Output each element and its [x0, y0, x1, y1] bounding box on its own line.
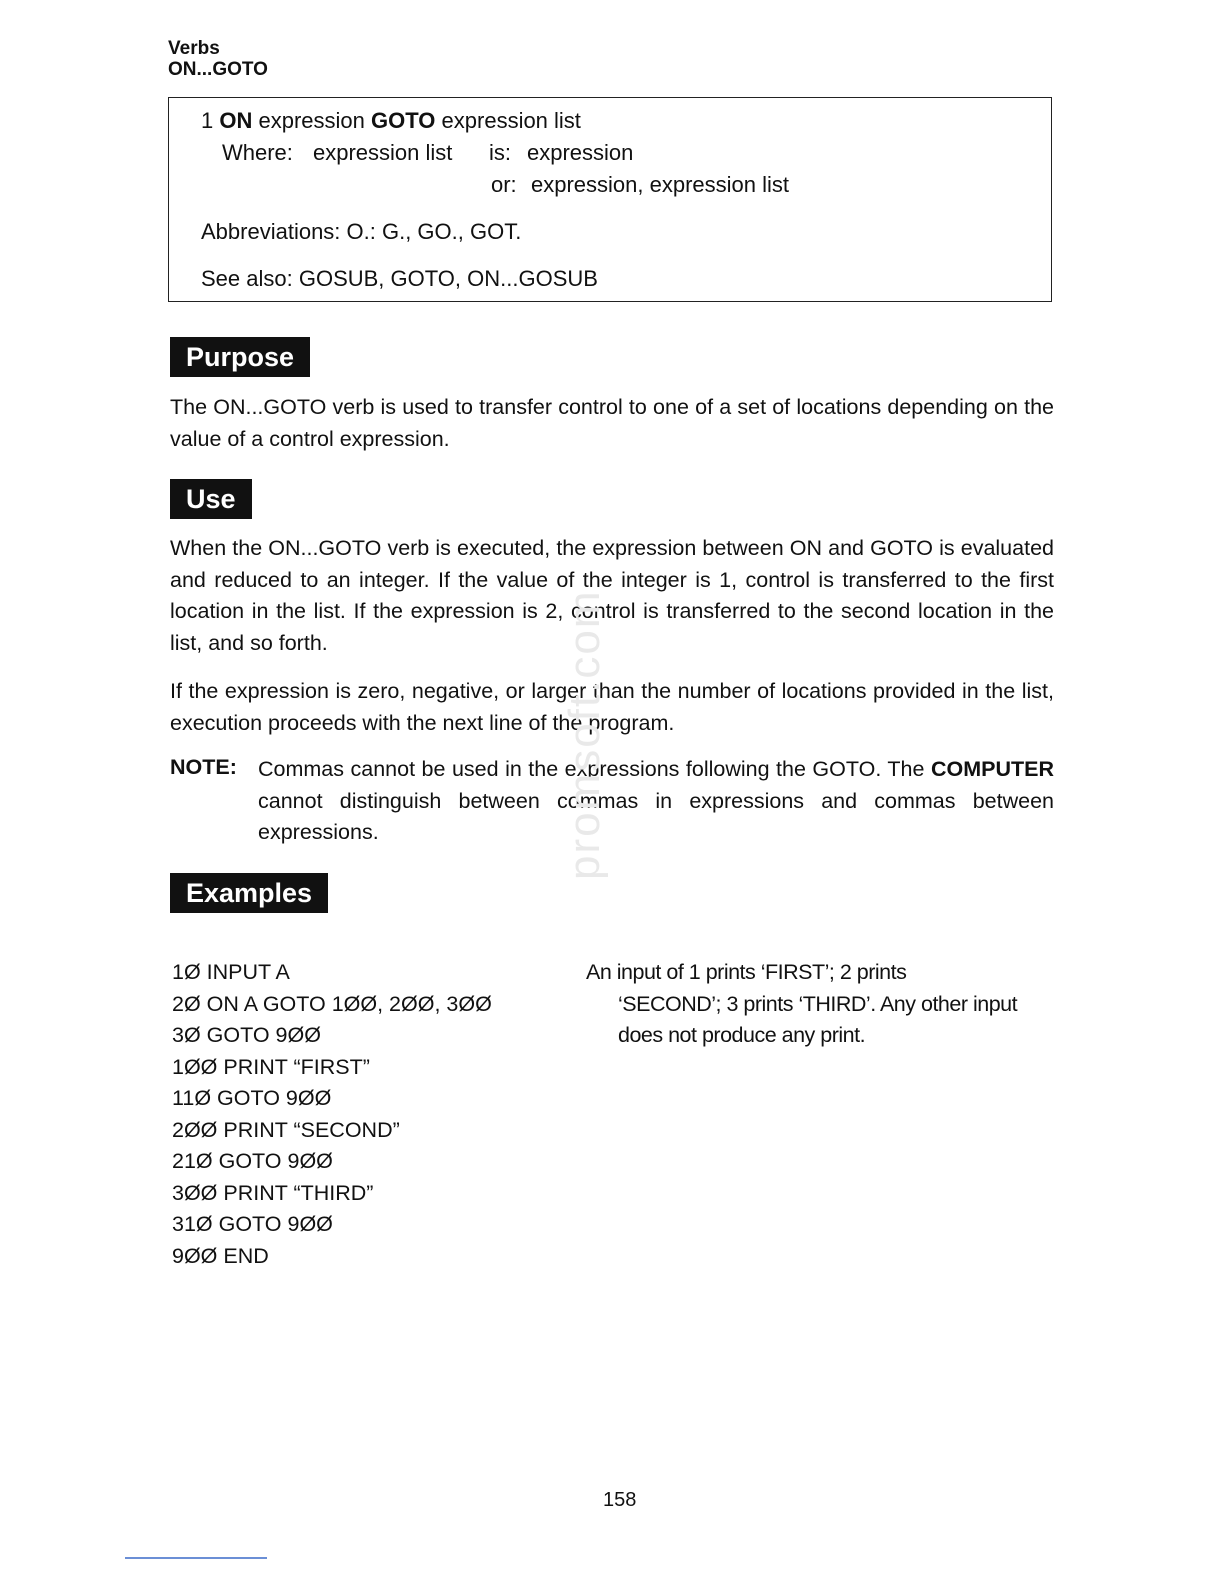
- code-line: 21Ø GOTO 9ØØ: [172, 1149, 333, 1173]
- code-line: 3Ø GOTO 9ØØ: [172, 1023, 321, 1047]
- use-paragraph-2: If the expression is zero, negative, or larger than the number of locations provided in the list, execution proceeds with the next line of the program.: [170, 679, 1054, 735]
- page-number: 158: [603, 1489, 637, 1511]
- note-computer-term: COMPUTER: [930, 757, 1054, 781]
- purpose-heading: Purpose: [170, 337, 310, 377]
- where-label: Where:: [222, 140, 293, 165]
- examples-heading: Examples: [170, 873, 328, 913]
- note-text: [258, 754, 1054, 849]
- note-text-start: Commas cannot be used in the expressions following the GOTO. The: [258, 757, 925, 781]
- code-listing: [172, 957, 492, 1272]
- where-term: expression list: [313, 140, 453, 165]
- code-line: 9ØØ END: [172, 1243, 269, 1268]
- code-line: 31Ø GOTO 9ØØ: [172, 1212, 333, 1236]
- syntax-line: [201, 108, 581, 134]
- code-line: 2Ø ON A GOTO 1ØØ, 2ØØ, 3ØØ: [172, 991, 492, 1016]
- where-def1: expression: [527, 140, 634, 165]
- where-or: or:: [491, 172, 517, 197]
- where-def2: expression, expression list: [531, 172, 790, 197]
- code-line: 11Ø GOTO 9ØØ: [172, 1086, 332, 1110]
- abbreviations: Abbreviations: O.: G., GO., GOT.: [201, 219, 522, 244]
- use-paragraph-1: When the ON...GOTO verb is executed, the expression between ON and GOTO is evaluated and reduced to an integer. If the value of the integer is 1, control is transferred to the first location in the list. If the expression is 2, control is transferred to the second location in the list, and so forth.: [170, 536, 1054, 655]
- section-label: Verbs: [168, 38, 220, 59]
- keyword-goto: GOTO: [371, 108, 436, 133]
- see-also: See also: GOSUB, GOTO, ON...GOSUB: [201, 266, 598, 291]
- code-line: 3ØØ PRINT “THIRD”: [172, 1180, 374, 1205]
- note-label: NOTE:: [170, 755, 237, 779]
- keyword-on: ON: [219, 108, 253, 133]
- where-is: is:: [489, 140, 511, 165]
- purpose-text: The ON...GOTO verb is used to transfer control to one of a set of locations depending on the value of a control expression.: [170, 395, 1054, 451]
- code-line: 2ØØ PRINT “SECOND”: [172, 1117, 400, 1142]
- page-header: [168, 38, 268, 80]
- code-line: 1ØØ PRINT “FIRST”: [172, 1054, 370, 1079]
- topic-label: ON...GOTO: [168, 59, 268, 80]
- explanation-first-line: An input of 1 prints ‘FIRST’; 2 prints: [586, 960, 907, 984]
- watermark: promsoft.com: [560, 589, 609, 880]
- explanation-continuation: ‘SECOND’; 3 prints ‘THIRD’. Any other input does not produce any print.: [618, 991, 1018, 1047]
- example-explanation: [586, 957, 1026, 1052]
- syntax-number: 1: [201, 108, 214, 133]
- use-heading: Use: [170, 479, 252, 519]
- note-text-end: cannot distinguish between commas in expressions and commas between expressions.: [258, 788, 1054, 844]
- syntax-box: [168, 97, 1052, 302]
- code-line: 1Ø INPUT A: [172, 960, 290, 984]
- syntax-expression-list: expression list: [441, 108, 581, 133]
- footer-rule: [125, 1557, 267, 1559]
- syntax-expression: expression: [258, 108, 365, 133]
